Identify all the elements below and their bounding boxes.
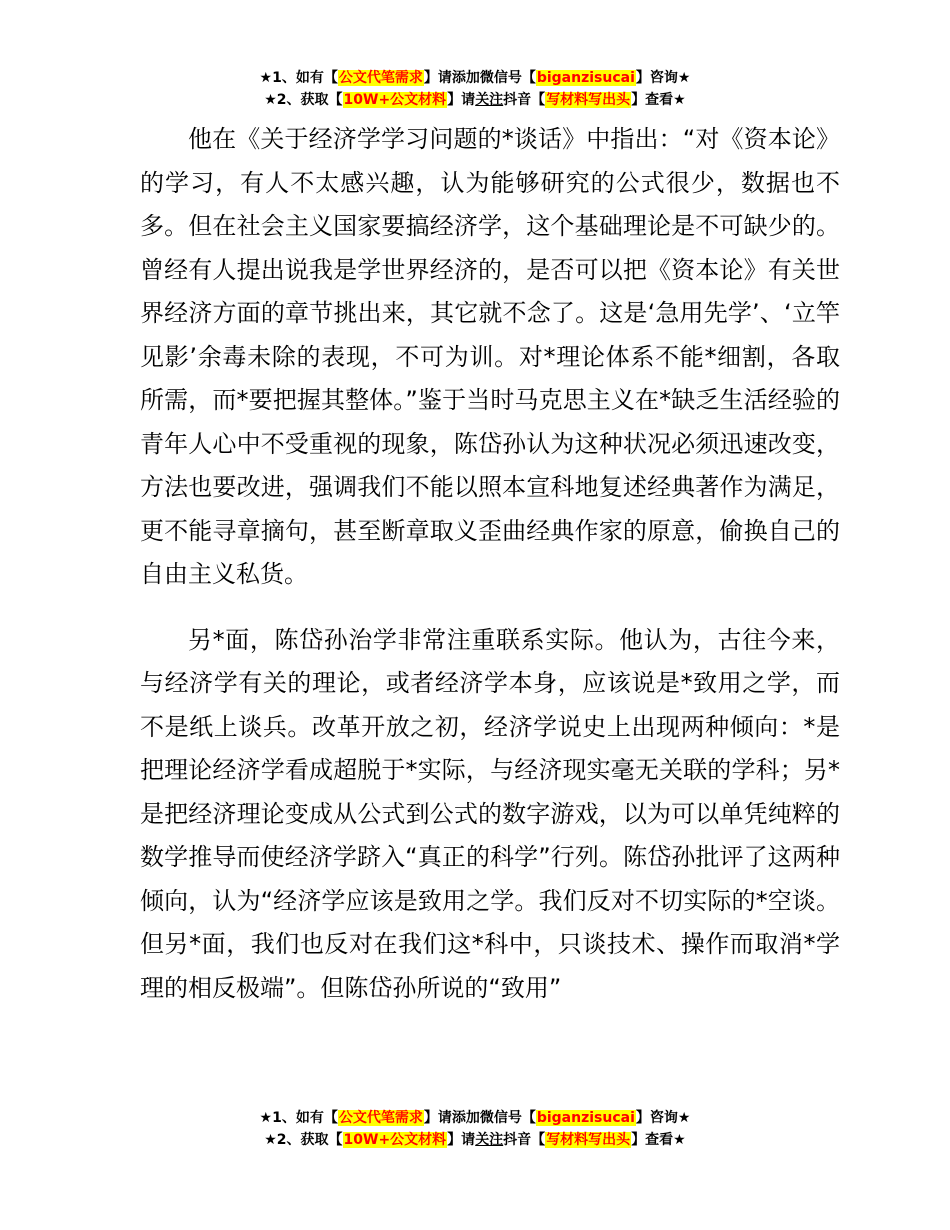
banner-text: 】请: [447, 92, 476, 108]
banner-highlight-materials: 10W+公文材料: [343, 92, 447, 108]
banner-text: 抖音【: [503, 1132, 546, 1148]
banner-text: ★1、如有【: [259, 1110, 338, 1126]
banner-text: 微信号【: [479, 1110, 536, 1126]
banner-highlight-douyin: 写材料写出头: [546, 1132, 631, 1148]
banner-highlight-douyin: 写材料写出头: [546, 92, 631, 108]
banner-highlight-wechat-id: biganzisucai: [536, 70, 635, 86]
footer-banner: [0, 1107, 950, 1151]
banner-underlined-text: 关注: [475, 92, 504, 108]
banner-text: 】查看★: [631, 92, 686, 108]
banner-text: 】咨询★: [635, 70, 691, 86]
banner-line-1: [0, 67, 950, 89]
banner-text: ★1、如有【: [259, 70, 338, 86]
banner-text: 微信号【: [479, 70, 536, 86]
banner-underlined-text: 关注: [475, 1132, 504, 1148]
body-paragraph-1: 他在《关于经济学学习问题的*谈话》中指出：“对《资本论》的学习，有人不太感兴趣，认为能够研究的公式很少，数据也不多。但在社会主义国家要搞经济学，这个基础理论是不可缺少的。曾经有人提出说我是学世界经济的，是否可以把《资本论》有关世界经济方面的章节挑出来，其它就不念了。这是‘急用先学’、‘立竿见影’余毒未除的表现，不可为训。对*理论体系不能*细割，各取所需，而*要把握其整体。”鉴于当时马克思主义在*缺乏生活经验的青年人心中不受重视的现象，陈岱孙认为这种状况必须迅速改变，方法也要改进，强调我们不能以照本宣科地复述经典著作为满足，更不能寻章摘句，甚至断章取义歪曲经典作家的原意，偷换自己的自由主义私货。: [140, 125, 840, 588]
banner-text: 加: [465, 1110, 480, 1126]
banner-text: 】请: [447, 1132, 476, 1148]
banner-text: ★2、获取【: [264, 92, 343, 108]
banner-highlight-wechat-id: biganzisucai: [536, 1110, 635, 1126]
banner-highlight-materials: 10W+公文材料: [343, 1132, 447, 1148]
banner-highlight-service: 公文代笔需求: [338, 70, 423, 86]
banner-text: ★2、获取【: [264, 1132, 343, 1148]
banner-line-1: [0, 1107, 950, 1129]
banner-highlight-service: 公文代笔需求: [338, 1110, 423, 1126]
banner-text: 】查看★: [631, 1132, 686, 1148]
body-paragraph-2: 另*面，陈岱孙治学非常注重联系实际。他认为，古往今来，与经济学有关的理论，或者经济学本身，应该说是*致用之学，而不是纸上谈兵。改革开放之初，经济学说史上出现两种倾向：*是把理论经济学看成超脱于*实际，与经济现实毫无关联的学科；另*是把经济理论变成从公式到公式的数字游戏，以为可以单凭纯粹的数学推导而使经济学跻入“真正的科学”行列。陈岱孙批评了这两种倾向，认为“经济学应该是致用之学。我们反对不切实际的*空谈。但另*面，我们也反对在我们这*科中，只谈技术、操作而取消*学理的相反极端”。但陈岱孙所说的“致用”: [140, 625, 840, 1002]
banner-line-2: [0, 1129, 950, 1151]
banner-line-2: [0, 89, 950, 111]
banner-text: 抖音【: [503, 92, 546, 108]
banner-text: 】咨询★: [635, 1110, 691, 1126]
header-banner: [0, 67, 950, 111]
document-body: [140, 118, 840, 1010]
banner-text: 】请添: [423, 1110, 466, 1126]
banner-text: 加: [465, 70, 480, 86]
banner-text: 】请添: [423, 70, 466, 86]
